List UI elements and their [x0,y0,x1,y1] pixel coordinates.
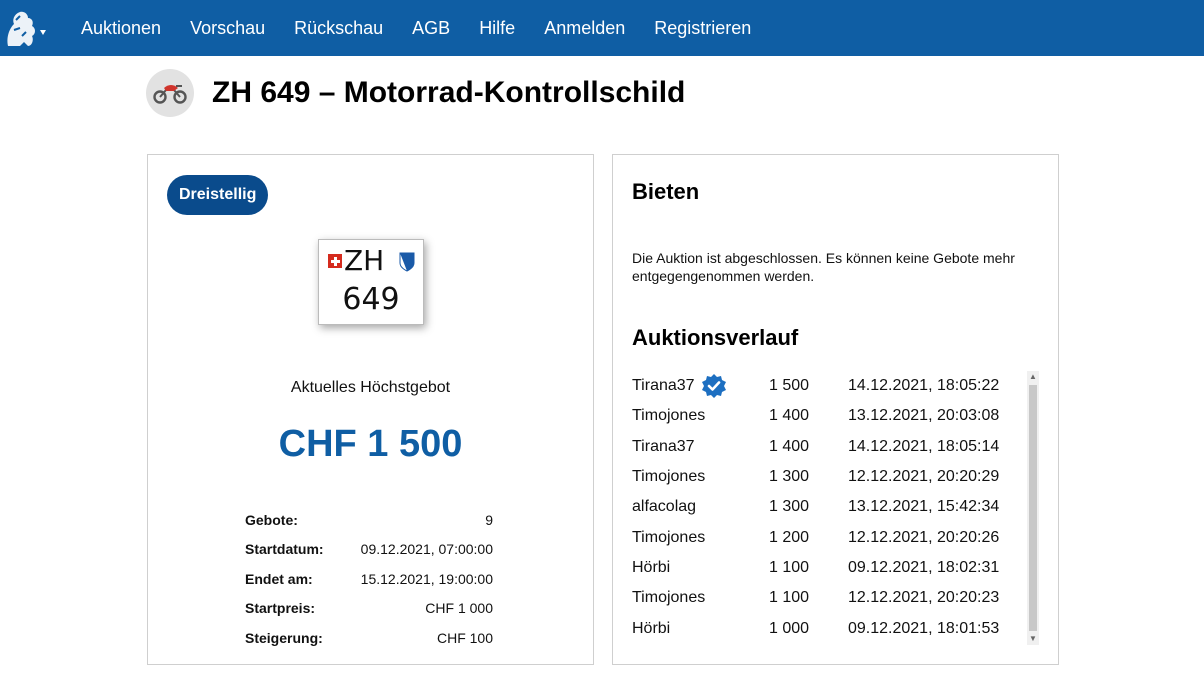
bid-amount: 1 200 [769,528,810,546]
bid-amount: 1 500 [769,377,810,395]
history-section-title: Auktionsverlauf [632,325,799,350]
category-badge[interactable]: Dreistellig [167,175,268,215]
bid-amount: 1 300 [769,498,810,516]
bid-date: 14.12.2021, 18:05:22 [848,377,1000,395]
bid-amount: 1 400 [769,407,810,425]
plate-number: 649 [342,282,400,317]
bidding-card [612,154,1059,665]
nav-item-rueckschau[interactable]: Rückschau [294,17,384,38]
bidder-name: Hörbi [632,619,671,637]
list-item [632,613,1032,643]
bid-amount: 1 100 [769,589,810,607]
license-plate-image [318,239,424,325]
nav-item-hilfe[interactable]: Hilfe [479,17,516,38]
scroll-down-icon[interactable]: ▼ [1029,634,1037,643]
nav-item-anmelden[interactable]: Anmelden [544,17,626,38]
info-value: 9 [485,511,493,528]
bid-history-list[interactable] [632,371,1032,645]
list-item [632,401,1032,431]
motorcycle-icon [146,69,194,117]
nav-item-registrieren[interactable]: Registrieren [654,17,752,38]
bidder-name: Tirana37 [632,437,695,455]
highest-bid-value: CHF 1 500 [278,423,463,465]
bidder-name: Timojones [632,528,706,546]
bid-date: 13.12.2021, 15:42:34 [848,498,1000,516]
bid-date: 12.12.2021, 20:20:29 [848,468,1000,486]
bidder-name: Tirana37 [632,377,695,395]
bid-date: 14.12.2021, 18:05:14 [848,437,1000,455]
bid-amount: 1 100 [769,558,810,576]
bidder-name: Timojones [632,468,706,486]
scroll-thumb[interactable] [1029,385,1037,631]
info-row-start-date [245,535,493,565]
page-title: ZH 649 – Motorrad-Kontrollschild [212,76,686,109]
nav-item-agb[interactable]: AGB [412,17,451,38]
chevron-down-icon [40,30,46,35]
bid-date: 13.12.2021, 20:03:08 [848,407,1000,425]
list-item [632,371,1032,401]
swiss-flag-icon [328,254,342,268]
top-navigation [0,0,1204,56]
main-nav [81,0,780,56]
bidder-name: Hörbi [632,558,671,576]
history-scrollbar[interactable] [1027,371,1039,645]
info-row-end-date [245,564,493,594]
list-item [632,553,1032,583]
info-value: CHF 1 000 [425,600,493,617]
highest-bid-label: Aktuelles Höchstgebot [290,379,451,396]
bid-amount: 1 400 [769,437,810,455]
info-key: Steigerung: [245,629,323,646]
info-value: 09.12.2021, 07:00:00 [360,541,493,558]
list-item [632,462,1032,492]
bidder-name: Timojones [632,407,706,425]
auction-summary-card [147,154,594,665]
bid-section-title: Bieten [632,179,700,204]
info-key: Startpreis: [245,600,316,617]
plate-canton: ZH [344,244,385,277]
info-row-start-price [245,594,493,624]
bid-amount: 1 000 [769,619,810,637]
info-key: Startdatum: [245,541,324,558]
zurich-lion-logo[interactable] [2,6,48,52]
info-value: 15.12.2021, 19:00:00 [360,570,493,587]
bidder-name: alfacolag [632,498,697,516]
info-row-bids [245,505,493,535]
info-value: CHF 100 [436,629,493,646]
auction-info-table [245,505,493,653]
info-key: Endet am: [245,570,313,587]
info-key: Gebote: [245,511,298,528]
nav-item-vorschau[interactable]: Vorschau [190,17,266,38]
auction-closed-message: Die Auktion ist abgeschlossen. Es können keine Gebote mehr entgegengenommen werden. [632,250,1015,284]
list-item [632,492,1032,522]
bid-date: 12.12.2021, 20:20:23 [848,589,1000,607]
bid-amount: 1 300 [769,468,810,486]
info-row-increment [245,623,493,653]
list-item [632,522,1032,552]
bid-date: 12.12.2021, 20:20:26 [848,528,1000,546]
zurich-shield-icon [399,252,415,272]
list-item [632,432,1032,462]
bidder-name: Timojones [632,589,706,607]
nav-item-auktionen[interactable]: Auktionen [81,17,162,38]
bid-date: 09.12.2021, 18:02:31 [848,558,1000,576]
list-item [632,583,1032,613]
scroll-up-icon[interactable]: ▲ [1029,372,1037,381]
verified-badge-icon [701,373,727,399]
bid-date: 09.12.2021, 18:01:53 [848,619,1000,637]
